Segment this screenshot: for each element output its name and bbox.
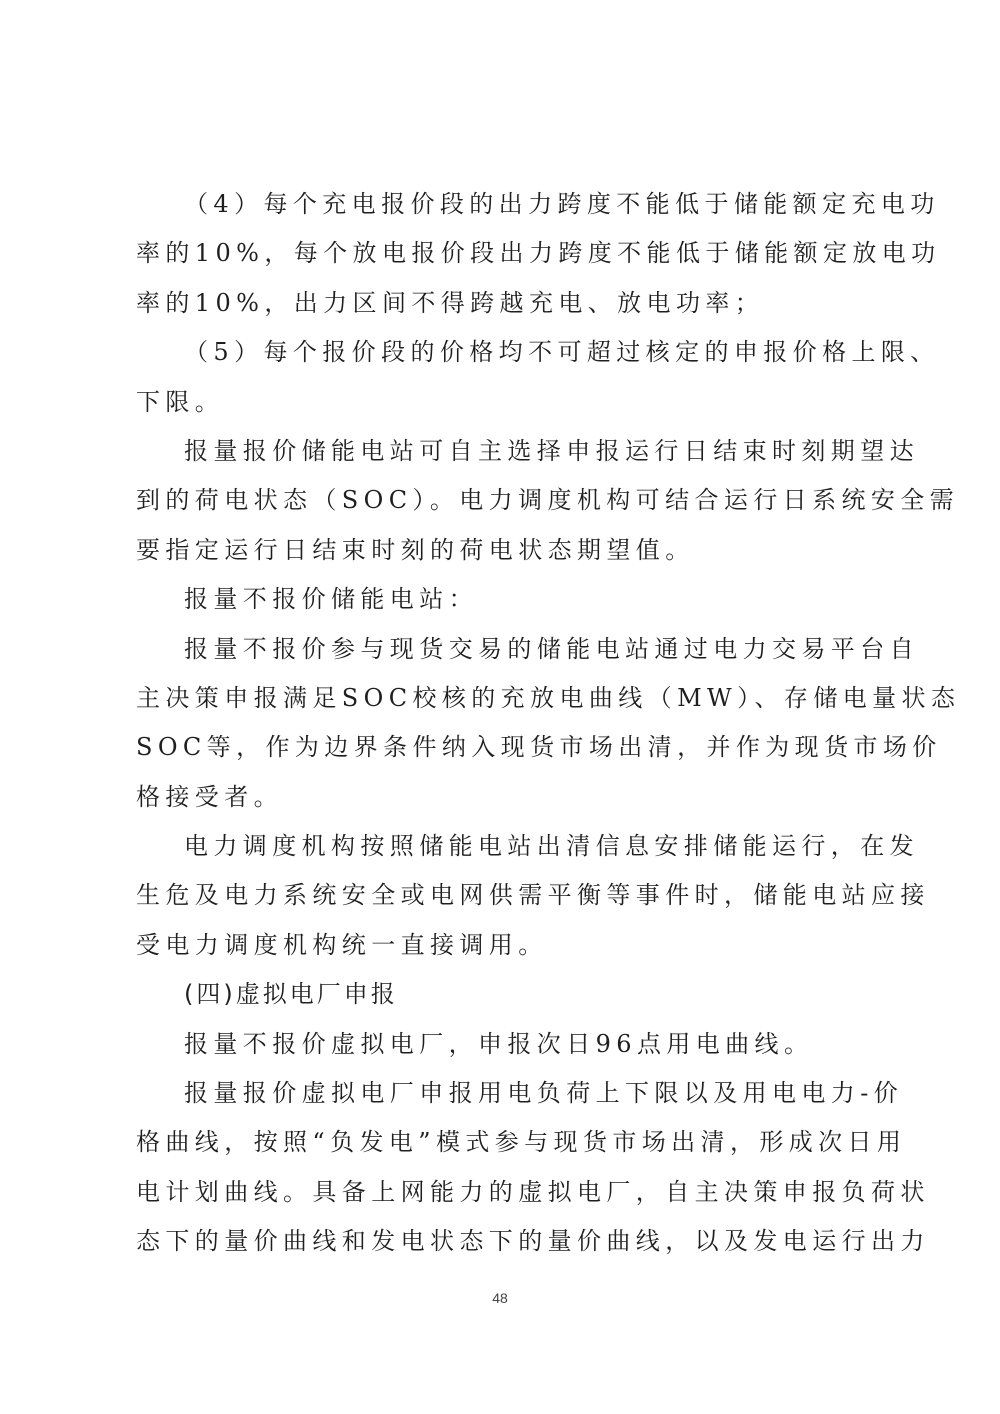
text-line: 下限。 (136, 387, 225, 416)
text-line: SOC等，作为边界条件纳入现货市场出清，并作为现货市场价 (136, 733, 942, 762)
text-line: 态下的量价曲线和发电状态下的量价曲线，以及发电运行出力 (136, 1227, 930, 1256)
text-line: 报量不报价参与现货交易的储能电站通过电力交易平台自 (184, 634, 919, 663)
text-line: 率的10%，每个放电报价段出力跨度不能低于储能额定放电功 (136, 239, 941, 268)
text-line: 率的10%，出力区间不得跨越充电、放电功率； (136, 288, 765, 317)
text-line: 报量报价虚拟电厂申报用电负荷上下限以及用电电力-价 (184, 1079, 904, 1108)
text-line: 报量不报价储能电站： (184, 585, 478, 614)
text-line: 到的荷电状态（SOC）。电力调度机构可结合运行日系统安全需 (136, 486, 960, 515)
text-line: 生危及电力系统安全或电网供需平衡等事件时，储能电站应接 (136, 881, 930, 910)
text-line: 受电力调度机构统一直接调用。 (136, 930, 548, 959)
text-line: 电计划曲线。具备上网能力的虚拟电厂，自主决策申报负荷状 (136, 1177, 930, 1206)
text-line: 报量不报价虚拟电厂，申报次日96点用电曲线。 (184, 1029, 814, 1058)
page-number: 48 (492, 1290, 508, 1306)
text-line: 格曲线，按照“负发电”模式参与现货市场出清，形成次日用 (136, 1128, 907, 1157)
text-line: 主决策申报满足SOC校核的充放电曲线（MW）、存储电量状态 (136, 683, 961, 712)
section-heading: (四)虚拟电厂申报 (184, 980, 398, 1009)
text-line: （4）每个充电报价段的出力跨度不能低于储能额定充电功 (184, 190, 940, 218)
body-text (136, 180, 961, 1267)
text-line: 要指定运行日结束时刻的荷电状态期望值。 (136, 535, 695, 564)
text-line: （5）每个报价段的价格均不可超过核定的申报价格上限、 (184, 338, 940, 367)
text-line: 电力调度机构按照储能电站出清信息安排储能运行，在发 (184, 832, 919, 861)
text-line: 报量报价储能电站可自主选择申报运行日结束时刻期望达 (184, 436, 919, 465)
text-line: 格接受者。 (136, 782, 283, 811)
